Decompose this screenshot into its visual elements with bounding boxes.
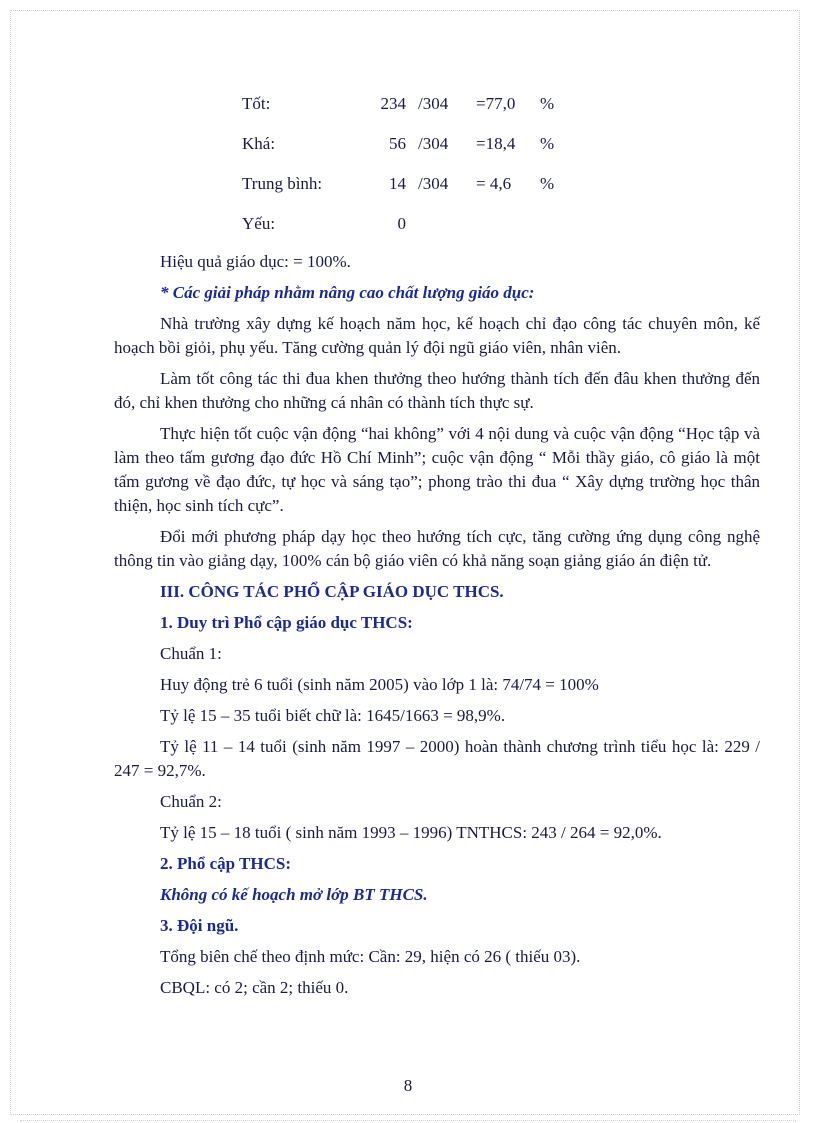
grade-label: Khá: [242, 134, 276, 153]
grade-percent: =77,0 [476, 94, 516, 113]
grade-count: 14 [389, 174, 406, 193]
grade-table [242, 84, 760, 244]
grade-row [242, 164, 760, 204]
staff-line: CBQL: có 2; cần 2; thiếu 0. [160, 978, 349, 997]
subsection-2-note: Không có kế hoạch mở lớp BT THCS. [160, 885, 428, 904]
grade-row [242, 124, 760, 164]
grade-percent: = 4,6 [476, 174, 512, 193]
grade-percent: =18,4 [476, 134, 516, 153]
grade-label: Trung bình: [242, 174, 323, 193]
standard-2-line: Tỷ lệ 15 – 18 tuổi ( sinh năm 1993 – 1996) TNTHCS: 243 / 264 = 92,0%. [160, 823, 662, 842]
grade-unit: % [540, 94, 555, 113]
grade-total: /304 [418, 94, 449, 113]
page-number: 8 [403, 1076, 413, 1095]
standard-1-line: Huy động trẻ 6 tuổi (sinh năm 2005) vào lớp 1 là: 74/74 = 100% [160, 675, 599, 694]
grade-label: Tốt: [242, 94, 271, 113]
grade-row [242, 204, 760, 244]
grade-count: 56 [389, 134, 406, 153]
bottom-rule [20, 1120, 796, 1121]
grade-total: /304 [418, 134, 449, 153]
solution-paragraph: Thực hiện tốt cuộc vận động “hai không” với 4 nội dung và cuộc vận động “Học tập và làm theo tấm gương đạo đức Hồ Chí Minh”; cuộc vận động “ Mỗi thầy giáo, cô giáo là một tấm gương về đạo đức, tự học và sáng tạo”; phong trào thi đua “ Xây dựng trường học thân thiện, học sinh tích cực”. [114, 424, 760, 515]
section-3-heading: III. CÔNG TÁC PHỔ CẬP GIÁO DỤC THCS. [160, 582, 504, 601]
staff-line: Tổng biên chế theo định mức: Cần: 29, hiện có 26 ( thiếu 03). [160, 947, 581, 966]
grade-count: 234 [380, 94, 406, 113]
efficiency-line: Hiệu quả giáo dục: = 100%. [160, 252, 351, 271]
solution-paragraph: Đổi mới phương pháp dạy học theo hướng tích cực, tăng cường ứng dụng công nghệ thông tin vào giảng dạy, 100% cán bộ giáo viên có khả năng soạn giảng giáo án điện tử. [114, 527, 760, 570]
subsection-2-heading: 2. Phổ cập THCS: [160, 854, 291, 873]
standard-1-label: Chuẩn 1: [160, 644, 222, 663]
document-body [114, 84, 760, 1007]
grade-count: 0 [397, 214, 406, 233]
solutions-heading: * Các giải pháp nhằm nâng cao chất lượng giáo dục: [160, 283, 535, 302]
grade-unit: % [540, 174, 555, 193]
subsection-1-heading: 1. Duy trì Phổ cập giáo dục THCS: [160, 613, 413, 632]
solution-paragraph: Làm tốt công tác thi đua khen thưởng theo hướng thành tích đến đâu khen thưởng đến đó, chỉ khen thưởng cho những cá nhân có thành tích thực sự. [114, 369, 760, 412]
subsection-3-heading: 3. Đội ngũ. [160, 916, 239, 935]
grade-row [242, 84, 760, 124]
grade-label: Yếu: [242, 214, 276, 233]
solution-paragraph: Nhà trường xây dựng kế hoạch năm học, kế hoạch chỉ đạo công tác chuyên môn, kế hoạch bồi giỏi, phụ yếu. Tăng cường quản lý đội ngũ giáo viên, nhân viên. [114, 314, 760, 357]
standard-1-line: Tỷ lệ 15 – 35 tuổi biết chữ là: 1645/1663 = 98,9%. [160, 706, 506, 725]
standard-1-line: Tỷ lệ 11 – 14 tuổi (sinh năm 1997 – 2000) hoàn thành chương trình tiểu học là: 229 / 247 = 92,7%. [114, 737, 760, 780]
standard-2-label: Chuẩn 2: [160, 792, 222, 811]
grade-unit: % [540, 134, 555, 153]
grade-total: /304 [418, 174, 449, 193]
